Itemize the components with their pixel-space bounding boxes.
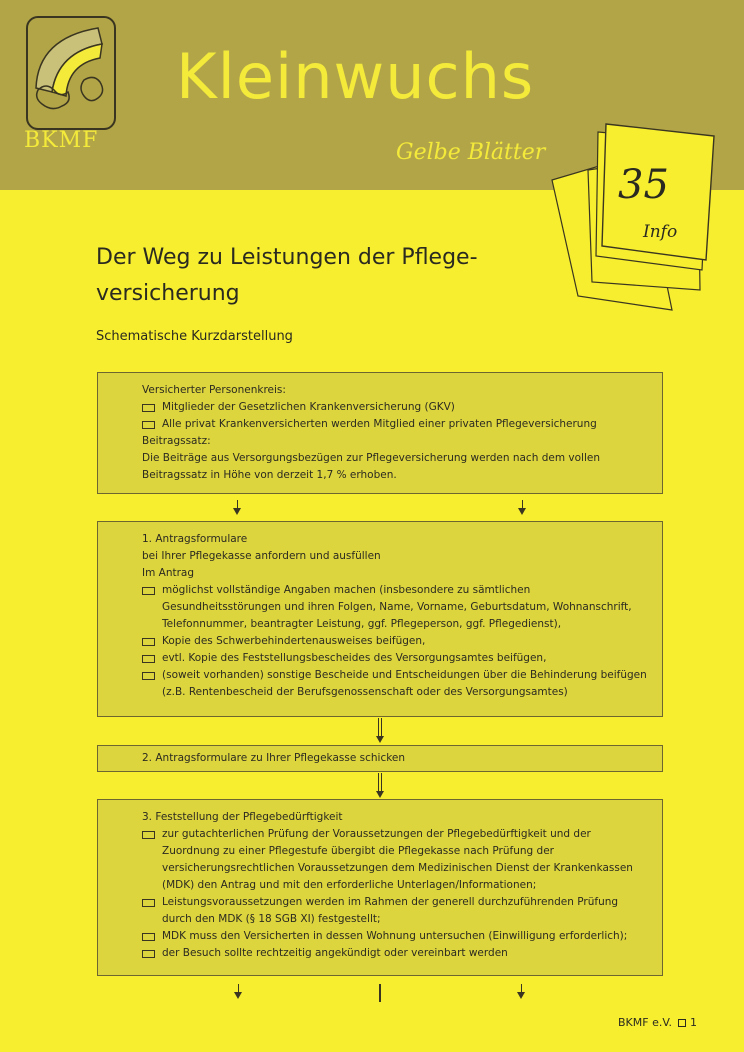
box-text: Im Antrag	[142, 567, 195, 579]
list-item: Kopie des Schwerbehindertenausweises beifügen,	[142, 633, 650, 650]
document-subtitle: Schematische Kurzdarstellung	[96, 329, 293, 344]
connector-line	[379, 984, 381, 1002]
info-number: 35	[618, 162, 669, 208]
info-label: Info	[643, 222, 678, 242]
box-heading: Beitragssatz:	[142, 435, 211, 447]
box-insured-persons	[97, 372, 663, 494]
logo-text: BKMF	[24, 128, 99, 153]
box-care-assessment	[97, 799, 663, 976]
masthead-title: Kleinwuchs	[176, 40, 535, 113]
list-item: MDK muss den Versicherten in dessen Wohnung untersuchen (Einwilligung erforderlich);	[142, 928, 650, 945]
arrow-line	[238, 984, 239, 992]
arrow-down-icon	[376, 736, 384, 743]
page-footer	[618, 1016, 697, 1029]
list-item: der Besuch sollte rechtzeitig angekündigt oder vereinbart werden	[142, 945, 650, 962]
box-text: bei Ihrer Pflegekasse anfordern und ausfüllen	[142, 550, 381, 562]
series-name: Gelbe Blätter	[396, 140, 546, 165]
document-title: Der Weg zu Leistungen der Pflege-versicherung	[96, 245, 478, 306]
list-item: möglichst vollständige Angaben machen (insbesondere zu sämtlichen Gesundheitsstörungen und ihren Folgen, Name, Vorname, Geburtsdatum, Wohnanschrift, Telefonnummer, beantragter Leistung, ggf. Pflegeperson, ggf. Pflegedienst),	[142, 582, 650, 633]
list-item: evtl. Kopie des Feststellungsbescheides des Versorgungsamtes beifügen,	[142, 650, 650, 667]
box-heading: 1. Antragsformulare	[142, 533, 248, 545]
box-heading: 3. Feststellung der Pflegebedürftigkeit	[142, 811, 343, 823]
bkmf-logo	[26, 16, 116, 130]
arrow-line	[521, 984, 522, 992]
list-item: Mitglieder der Gesetzlichen Krankenversicherung (GKV)	[142, 399, 650, 416]
footer-org: BKMF e.V.	[618, 1016, 672, 1029]
arrow-line	[378, 773, 379, 793]
arrow-line	[522, 500, 523, 508]
arrow-down-icon	[233, 508, 241, 515]
arrow-down-icon	[234, 992, 242, 999]
arrow-down-icon	[517, 992, 525, 999]
box-send-forms	[97, 745, 663, 772]
info-card-stack-icon	[548, 120, 744, 320]
square-icon	[678, 1019, 686, 1027]
box-heading: Versicherter Personenkreis:	[142, 384, 286, 396]
list-item: Leistungsvoraussetzungen werden im Rahmen der generell durchzuführenden Prüfung durch den MDK (§ 18 SGB XI) festgestellt;	[142, 894, 650, 928]
rainbow-logo-icon	[28, 18, 114, 128]
arrow-down-icon	[518, 508, 526, 515]
page-number: 1	[689, 1016, 697, 1029]
arrow-down-icon	[376, 791, 384, 798]
arrow-line	[381, 773, 382, 793]
arrow-line	[381, 718, 382, 738]
list-item: (soweit vorhanden) sonstige Bescheide und Entscheidungen über die Behinderung beifügen (z.B. Rentenbescheid der Berufsgenossenschaft oder des Versorgungsamtes)	[142, 667, 650, 701]
box-heading: 2. Antragsformulare zu Ihrer Pflegekasse schicken	[142, 752, 406, 764]
list-item: Alle privat Krankenversicherten werden Mitglied einer privaten Pflegeversicherung	[142, 416, 650, 433]
box-text: Die Beiträge aus Versorgungsbezügen zur Pflegeversicherung werden nach dem vollen Beitragssatz in Höhe von derzeit 1,7 % erhoben.	[142, 452, 600, 481]
arrow-line	[237, 500, 238, 508]
box-application-forms	[97, 521, 663, 717]
arrow-line	[378, 718, 379, 738]
list-item: zur gutachterlichen Prüfung der Voraussetzungen der Pflegebedürftigkeit und der Zuordnung zu einer Pflegestufe übergibt die Pflegekasse nach Prüfung der versicherungsrechtlichen Voraussetzungen dem Medizinischen Dienst der Krankenkassen (MDK) den Antrag und mit den erforderliche Unterlagen/Informationen;	[142, 826, 650, 894]
